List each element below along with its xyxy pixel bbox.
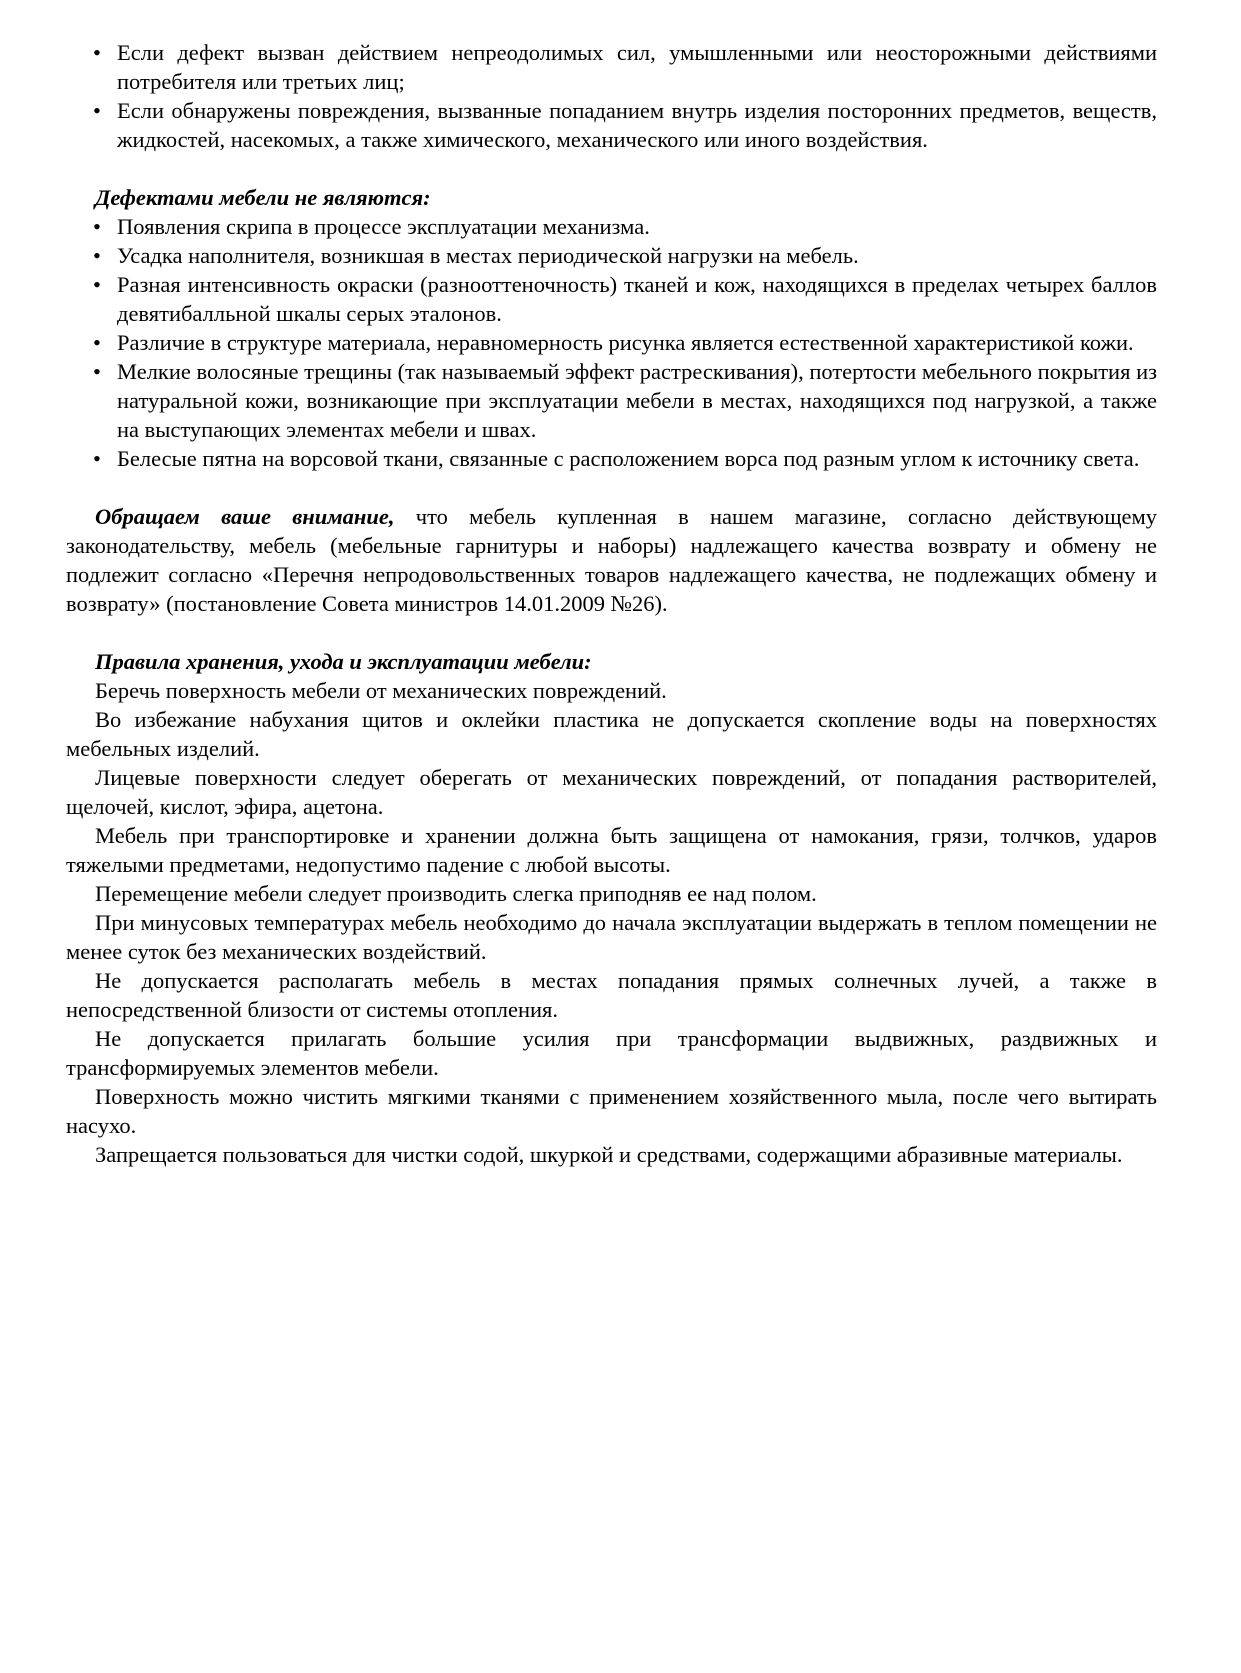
list-item xyxy=(66,38,1157,96)
bullet-icon: • xyxy=(93,446,101,471)
list-item-text: Если обнаружены повреждения, вызванные попаданием внутрь изделия посторонних предметов, веществ, жидкостей, насекомых, а также химического, механического или иного воздействия. xyxy=(117,98,1157,152)
rule-paragraph: При минусовых температурах мебель необходимо до начала эксплуатации выдержать в теплом помещении не менее суток без механических воздействий. xyxy=(66,910,1157,964)
list-item-text: Появления скрипа в процессе эксплуатации механизма. xyxy=(117,214,650,239)
list-item-text: Усадка наполнителя, возникшая в местах периодической нагрузки на мебель. xyxy=(117,243,859,268)
rule-paragraph: Запрещается пользоваться для чистки содой, шкуркой и средствами, содержащими абразивные материалы. xyxy=(95,1142,1123,1167)
rule-paragraph: Не допускается прилагать большие усилия при трансформации выдвижных, раздвижных и трансформируемых элементов мебели. xyxy=(66,1026,1157,1080)
bullet-icon: • xyxy=(93,330,101,355)
rule-paragraph: Лицевые поверхности следует оберегать от механических повреждений, от попадания растворителей, щелочей, кислот, эфира, ацетона. xyxy=(66,765,1157,819)
bullet-icon: • xyxy=(93,98,101,123)
list-item-text: Если дефект вызван действием непреодолимых сил, умышленными или неосторожными действиями потребителя или третьих лиц; xyxy=(117,40,1157,94)
list-item-text: Белесые пятна на ворсовой ткани, связанные с расположением ворса под разным углом к источнику света. xyxy=(117,446,1140,471)
bullet-icon: • xyxy=(93,40,101,65)
intro-bullet-list xyxy=(66,38,1157,154)
list-item xyxy=(66,357,1157,444)
bullet-icon: • xyxy=(93,272,101,297)
list-item xyxy=(66,241,1157,270)
list-item xyxy=(66,444,1157,473)
rule-paragraph: Не допускается располагать мебель в местах попадания прямых солнечных лучей, а также в непосредственной близости от системы отопления. xyxy=(66,968,1157,1022)
list-item-text: Различие в структуре материала, неравномерность рисунка является естественной характеристикой кожи. xyxy=(117,330,1134,355)
list-item xyxy=(66,212,1157,241)
rule-paragraph: Перемещение мебели следует производить слегка приподняв ее над полом. xyxy=(95,881,817,906)
defects-heading: Дефектами мебели не являются: xyxy=(95,185,431,210)
rule-paragraph: Во избежание набухания щитов и оклейки пластика не допускается скопление воды на поверхностях мебельных изделий. xyxy=(66,707,1157,761)
rules-heading: Правила хранения, ухода и эксплуатации мебели: xyxy=(95,649,592,674)
list-item xyxy=(66,96,1157,154)
bullet-icon: • xyxy=(93,243,101,268)
rule-paragraph: Мебель при транспортировке и хранении должна быть защищена от намокания, грязи, толчков, ударов тяжелыми предметами, недопустимо падение с любой высоты. xyxy=(66,823,1157,877)
list-item-text: Разная интенсивность окраски (разнооттеночность) тканей и кож, находящихся в пределах четырех баллов девятибалльной шкалы серых эталонов. xyxy=(117,272,1157,326)
rule-paragraph: Беречь поверхность мебели от механических повреждений. xyxy=(95,678,667,703)
bullet-icon: • xyxy=(93,214,101,239)
list-item xyxy=(66,328,1157,357)
defects-bullet-list xyxy=(66,212,1157,473)
notice-paragraph xyxy=(66,502,1157,618)
bullet-icon: • xyxy=(93,359,101,384)
rule-paragraph: Поверхность можно чистить мягкими тканями с применением хозяйственного мыла, после чего вытирать насухо. xyxy=(66,1084,1157,1138)
notice-body: что мебель купленная в нашем магазине, согласно действующему законодательству, мебель (мебельные гарнитуры и наборы) надлежащего качества возврату и обмену не подлежит согласно «Перечня непродовольственных товаров надлежащего качества, не подлежащих обмену и возврату» (постановление Совета министров 14.01.2009 №26). xyxy=(66,504,1157,616)
notice-lead: Обращаем ваше внимание, xyxy=(95,504,395,529)
list-item-text: Мелкие волосяные трещины (так называемый эффект растрескивания), потертости мебельного покрытия из натуральной кожи, возникающие при эксплуатации мебели в местах, находящихся под нагрузкой, а также на выступающих элементах мебели и швах. xyxy=(117,359,1157,442)
list-item xyxy=(66,270,1157,328)
